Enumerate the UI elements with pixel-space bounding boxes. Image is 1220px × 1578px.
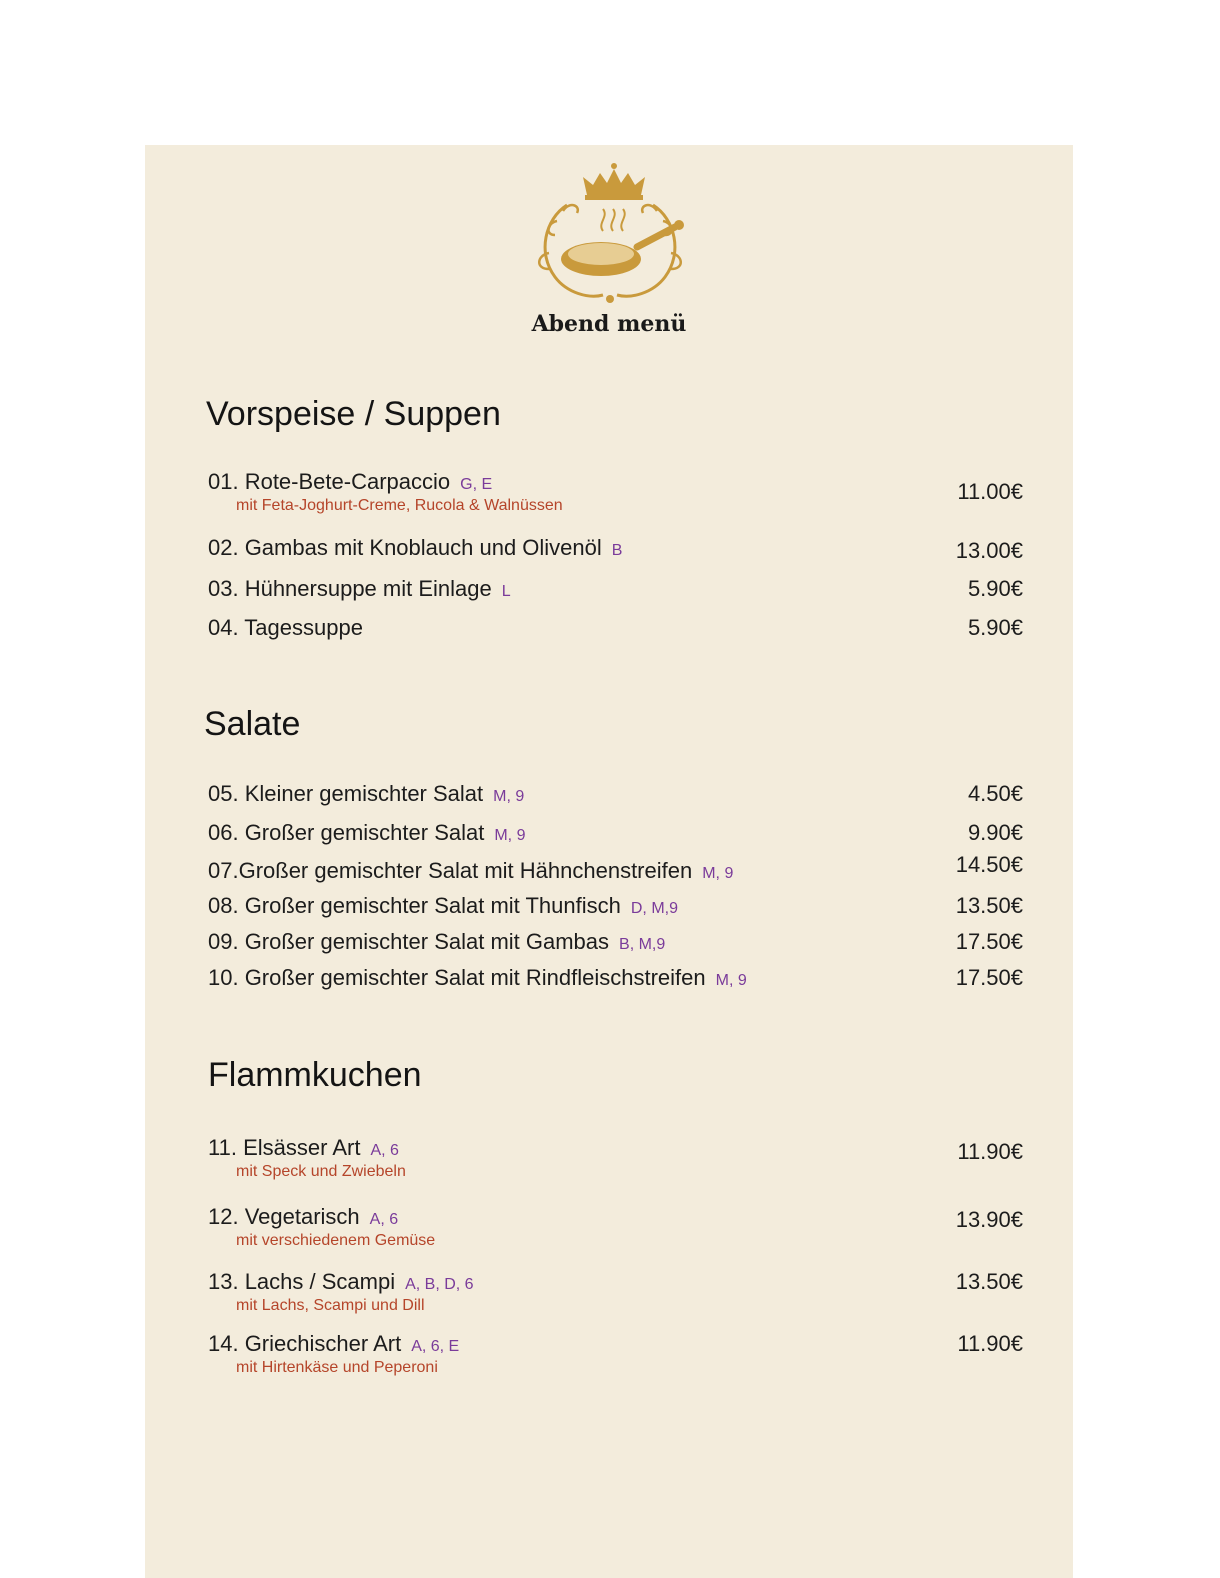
allergen-codes: L xyxy=(501,583,511,600)
allergen-codes: A, 6 xyxy=(370,1142,399,1159)
item-name: 01. Rote-Bete-Carpaccio xyxy=(208,469,451,494)
item-name: 13. Lachs / Scampi xyxy=(208,1269,396,1294)
item-name: 10. Großer gemischter Salat mit Rindfleischstreifen xyxy=(208,965,706,990)
allergen-codes: D, M,9 xyxy=(630,900,678,917)
item-price: 17.50€ xyxy=(955,965,1023,990)
item-price: 11.90€ xyxy=(957,1139,1023,1164)
item-price: 4.50€ xyxy=(967,781,1023,806)
item-description: mit Speck und Zwiebeln xyxy=(236,1163,406,1180)
menu-item xyxy=(208,615,1023,649)
allergen-codes: A, 6, E xyxy=(411,1338,460,1355)
item-price: 13.90€ xyxy=(955,1207,1023,1232)
item-name: 05. Kleiner gemischter Salat xyxy=(208,781,484,806)
menu-item xyxy=(208,576,1023,610)
item-price: 17.50€ xyxy=(955,929,1023,954)
item-description: mit verschiedenem Gemüse xyxy=(236,1232,436,1249)
item-description: mit Feta-Joghurt-Creme, Rucola & Walnüssen xyxy=(236,497,563,514)
item-name: 06. Großer gemischter Salat xyxy=(208,820,485,845)
item-price: 13.50€ xyxy=(955,893,1023,918)
item-price: 5.90€ xyxy=(967,576,1023,601)
menu-item xyxy=(208,1269,1023,1314)
allergen-codes: A, B, D, 6 xyxy=(405,1276,474,1293)
allergen-codes: M, 9 xyxy=(494,827,526,844)
item-name: 11. Elsässer Art xyxy=(208,1135,361,1160)
menu-item xyxy=(208,820,1023,854)
menu-item xyxy=(208,965,1023,999)
item-price: 13.00€ xyxy=(955,538,1023,563)
item-price: 5.90€ xyxy=(967,615,1023,640)
menu-sheet xyxy=(145,145,1073,1578)
section-title-flammkuchen: Flammkuchen xyxy=(208,1056,422,1094)
item-name: 02. Gambas mit Knoblauch und Olivenöl xyxy=(208,535,602,560)
item-price: 14.50€ xyxy=(955,852,1023,877)
allergen-codes: M, 9 xyxy=(715,972,747,989)
section-title-starters: Vorspeise / Suppen xyxy=(206,395,501,433)
crown-pan-logo xyxy=(527,161,693,305)
item-price: 9.90€ xyxy=(967,820,1023,845)
allergen-codes: M, 9 xyxy=(702,865,734,882)
allergen-codes: G, E xyxy=(460,476,493,493)
allergen-codes: M, 9 xyxy=(493,788,525,805)
item-name: 14. Griechischer Art xyxy=(208,1331,402,1356)
item-name: 07.Großer gemischter Salat mit Hähnchenstreifen xyxy=(208,858,693,883)
menu-item xyxy=(208,852,1023,892)
section-title-salads: Salate xyxy=(204,705,301,743)
item-description: mit Hirtenkäse und Peperoni xyxy=(236,1359,438,1376)
item-price: 11.00€ xyxy=(957,479,1023,504)
menu-item xyxy=(208,781,1023,815)
item-price: 13.50€ xyxy=(955,1269,1023,1294)
menu-subtitle: Abend menü xyxy=(531,311,687,337)
menu-item xyxy=(208,929,1023,963)
menu-item xyxy=(208,535,1023,569)
menu-item xyxy=(208,1204,1023,1249)
item-name: 09. Großer gemischter Salat mit Gambas xyxy=(208,929,610,954)
item-description: mit Lachs, Scampi und Dill xyxy=(236,1297,425,1314)
menu-item xyxy=(208,469,1023,514)
item-name: 12. Vegetarisch xyxy=(208,1204,360,1229)
item-price: 11.90€ xyxy=(957,1331,1023,1356)
menu-item xyxy=(208,893,1023,927)
menu-item xyxy=(208,1135,1023,1180)
item-name: 04. Tagessuppe xyxy=(208,615,363,640)
allergen-codes: B xyxy=(611,542,623,559)
item-name: 08. Großer gemischter Salat mit Thunfisch xyxy=(208,893,621,918)
allergen-codes: A, 6 xyxy=(369,1211,399,1228)
menu-item xyxy=(208,1331,1023,1376)
item-name: 03. Hühnersuppe mit Einlage xyxy=(208,576,492,601)
allergen-codes: B, M,9 xyxy=(619,936,666,953)
